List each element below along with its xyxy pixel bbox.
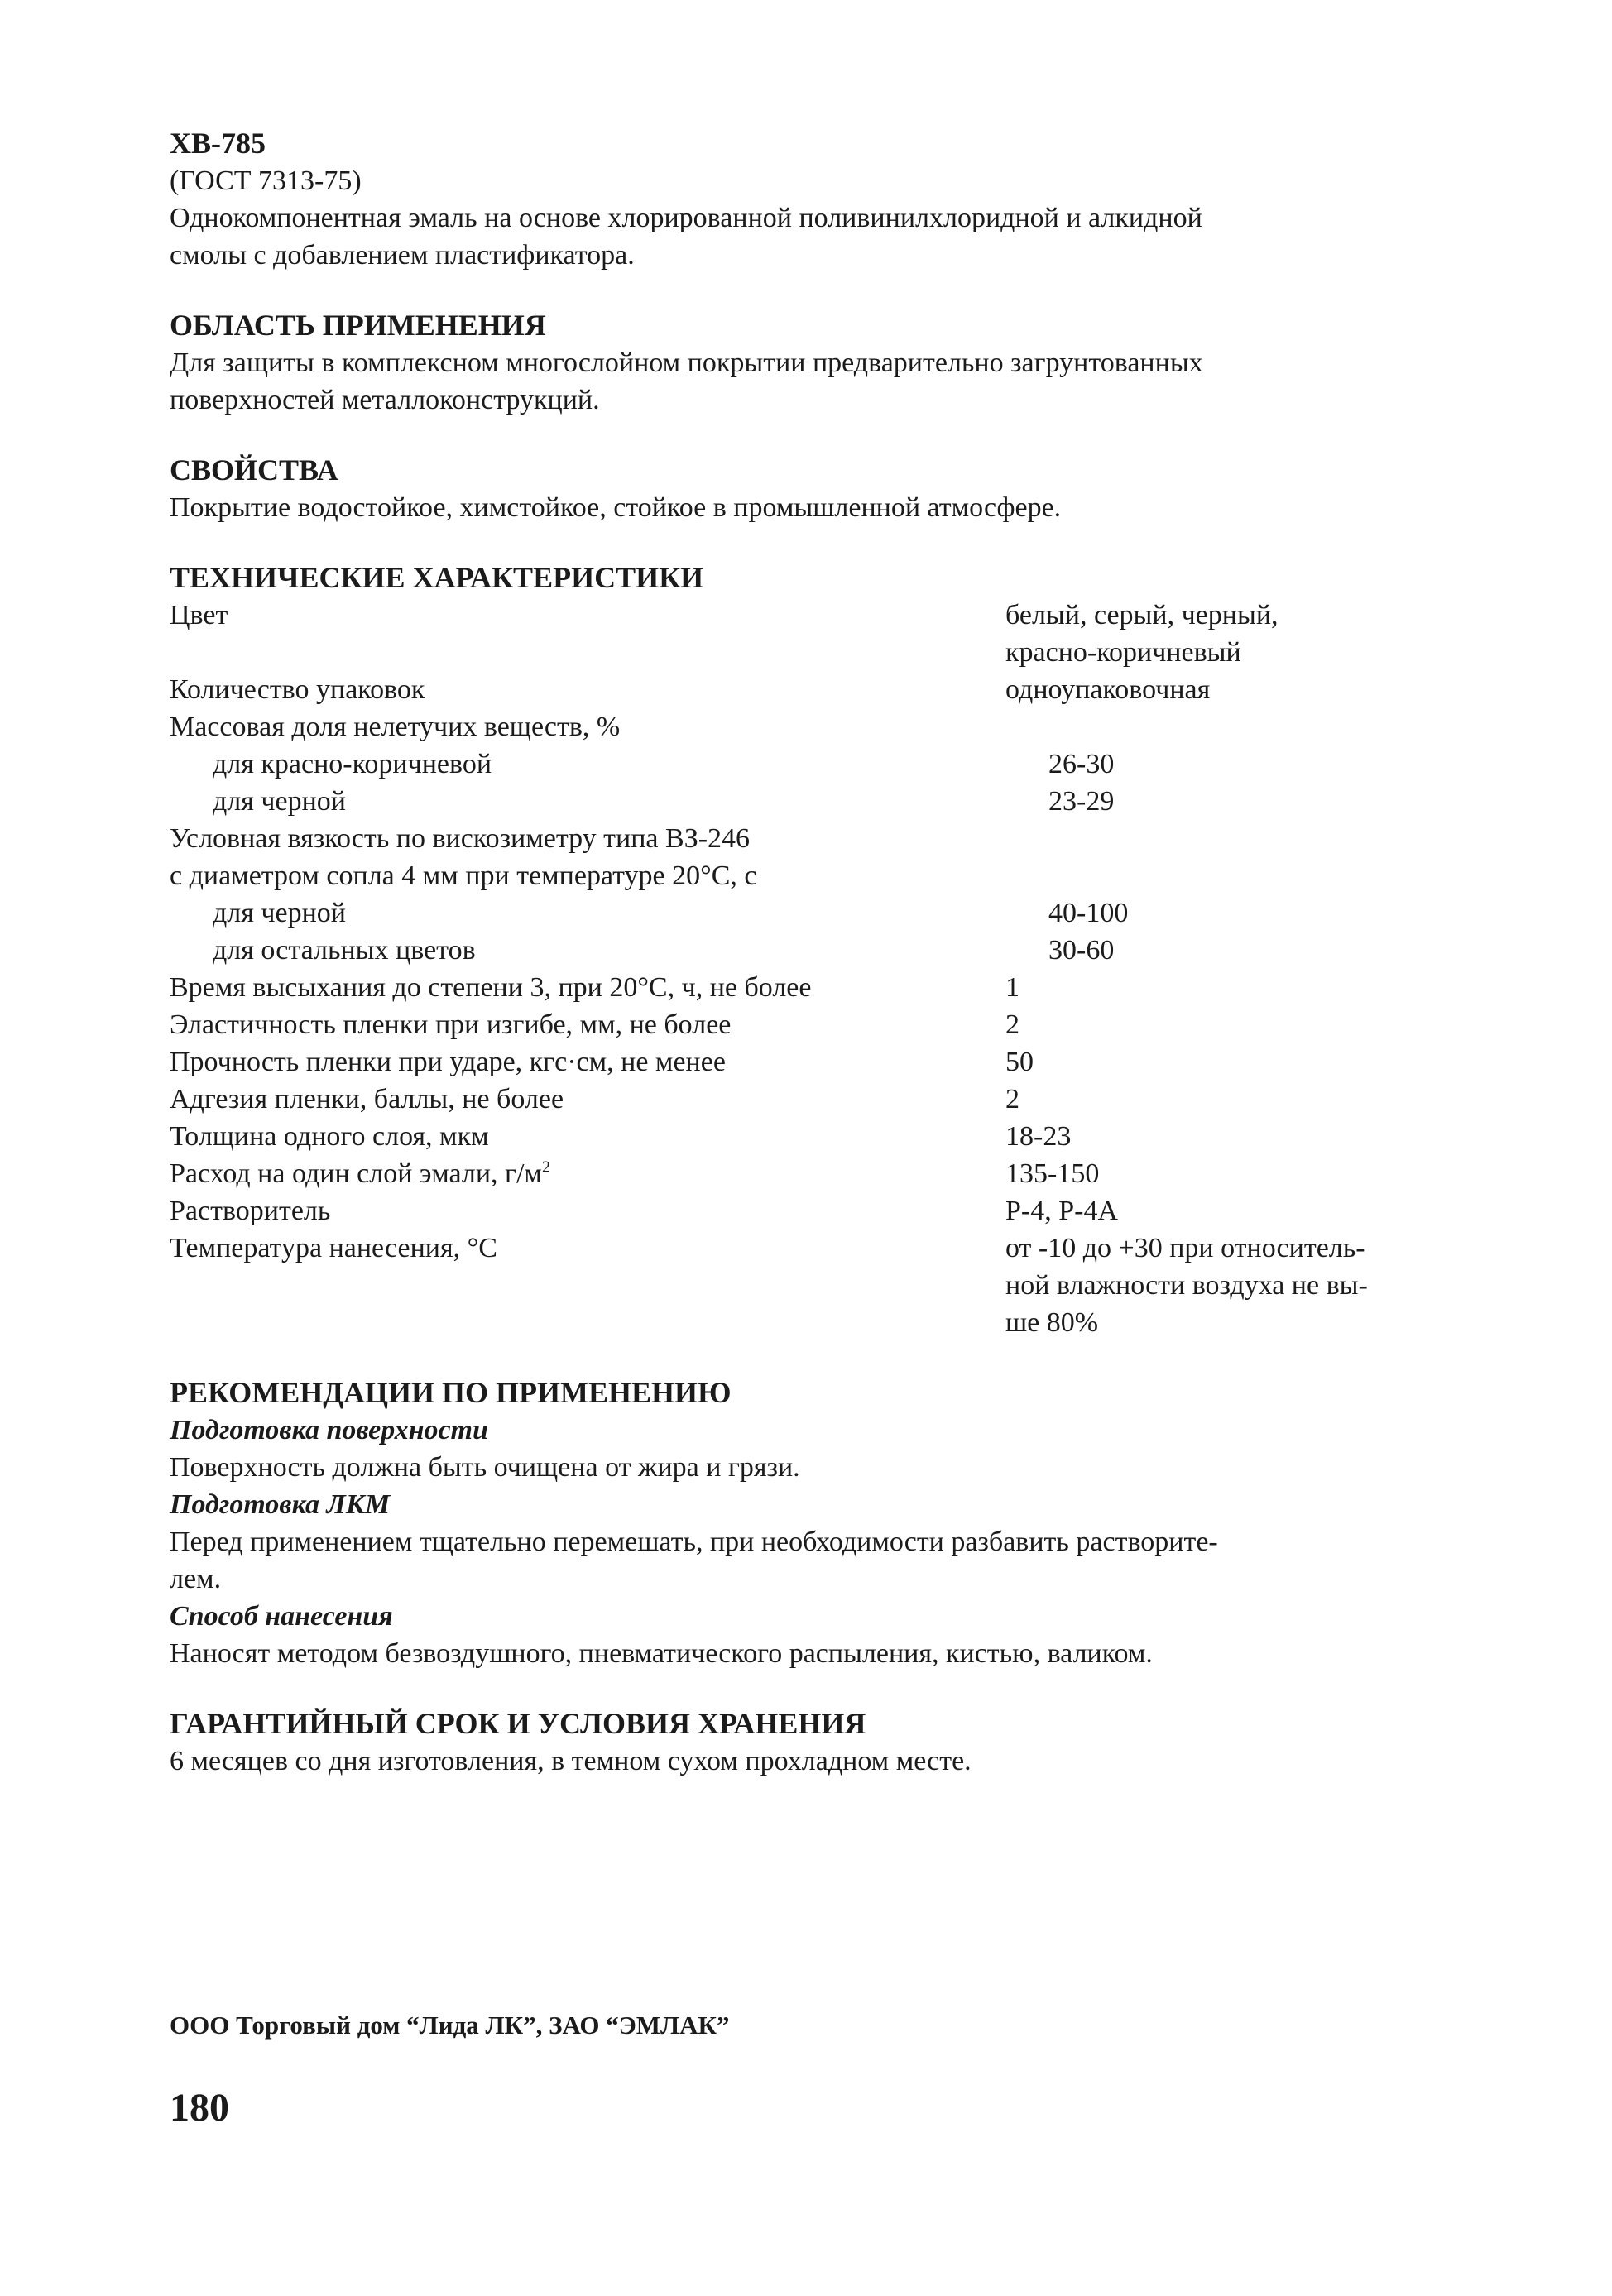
spec-row	[170, 1229, 1456, 1267]
spec-value: 40-100	[1048, 898, 1129, 928]
warranty-heading: ГАРАНТИЙНЫЙ СРОК И УСЛОВИЯ ХРАНЕНИЯ	[170, 1707, 866, 1740]
spec-value: 30-60	[1048, 935, 1115, 966]
spec-row	[170, 1081, 1456, 1118]
application-heading: ОБЛАСТЬ ПРИМЕНЕНИЯ	[170, 309, 546, 342]
spec-name	[170, 1304, 1005, 1341]
spec-row	[170, 820, 1456, 857]
specs-heading: ТЕХНИЧЕСКИЕ ХАРАКТЕРИСТИКИ	[170, 561, 704, 594]
surface-prep-text: Поверхность должна быть очищена от жира и грязи.	[170, 1452, 800, 1483]
specs-table	[170, 597, 1456, 1341]
spec-value: 2	[1005, 1009, 1019, 1040]
warranty-text: 6 месяцев со дня изготовления, в темном сухом прохладном месте.	[170, 1746, 972, 1776]
spec-name: для красно-коричневой	[213, 749, 492, 779]
recommendations-heading: РЕКОМЕНДАЦИИ ПО ПРИМЕНЕНИЮ	[170, 1376, 732, 1409]
spec-name: Температура нанесения, °С	[170, 1233, 497, 1263]
method-title: Способ нанесения	[170, 1601, 393, 1632]
superscript-2: 2	[541, 1158, 550, 1177]
spec-row	[170, 1006, 1456, 1043]
spec-row	[170, 1192, 1456, 1229]
spec-value: 23-29	[1048, 786, 1115, 817]
spec-row	[170, 745, 1456, 783]
spec-name	[170, 1267, 1005, 1304]
spec-row	[170, 1267, 1456, 1304]
spec-name: Эластичность пленки при изгибе, мм, не более	[170, 1009, 732, 1040]
spec-row	[170, 634, 1456, 671]
spec-row	[170, 932, 1456, 969]
spec-row	[170, 894, 1456, 932]
document-body	[170, 124, 1456, 1780]
spec-name: Прочность пленки при ударе, кгс·см, не менее	[170, 1047, 726, 1077]
product-title: ХВ-785	[170, 127, 266, 160]
spec-value: Р-4, Р-4А	[1005, 1196, 1119, 1226]
spec-name: Массовая доля нелетучих веществ, %	[170, 712, 621, 742]
spec-name: Время высыхания до степени 3, при 20°С, ч, не более	[170, 972, 812, 1003]
spec-value: ше 80%	[1005, 1307, 1099, 1338]
description-line-2: смолы с добавлением пластификатора.	[170, 240, 635, 271]
spec-row	[170, 969, 1456, 1006]
spec-name: Растворитель	[170, 1196, 331, 1226]
spec-name: для остальных цветов	[213, 935, 476, 966]
description-line-1: Однокомпонентная эмаль на основе хлорированной поливинилхлоридной и алкидной	[170, 203, 1202, 233]
spec-name: для черной	[213, 786, 346, 817]
spec-value: 18-23	[1005, 1121, 1072, 1152]
spec-value: 26-30	[1048, 749, 1115, 779]
properties-text: Покрытие водостойкое, химстойкое, стойкое в промышленной атмосфере.	[170, 492, 1062, 523]
spec-value	[1005, 857, 1456, 894]
spec-name: Цвет	[170, 600, 228, 630]
standard-reference: (ГОСТ 7313-75)	[170, 165, 362, 196]
spec-value: белый, серый, черный,	[1005, 600, 1279, 630]
spec-value: 50	[1005, 1047, 1034, 1077]
spec-value: 2	[1005, 1084, 1019, 1114]
spec-value: одноупаковочная	[1005, 674, 1211, 705]
method-text: Наносят методом безвоздушного, пневматического распыления, кистью, валиком.	[170, 1638, 1153, 1669]
spec-value	[1005, 820, 1456, 857]
spec-name: Условная вязкость по вискозиметру типа ВЗ-246	[170, 823, 751, 854]
spec-value: ной влажности воздуха не вы-	[1005, 1270, 1368, 1301]
application-line-1: Для защиты в комплексном многослойном покрытии предварительно загрунтованных	[170, 348, 1203, 378]
properties-heading: СВОЙСТВА	[170, 453, 338, 487]
spec-row	[170, 708, 1456, 745]
spec-row	[170, 1118, 1456, 1155]
manufacturer-footer: ООО Торговый дом “Лида ЛК”, ЗАО “ЭМЛАК”	[170, 2011, 730, 2040]
spec-name: Количество упаковок	[170, 674, 425, 705]
spec-row	[170, 857, 1456, 894]
application-line-2: поверхностей металлоконструкций.	[170, 385, 600, 415]
spec-name-cell	[170, 1155, 1005, 1192]
page-number: 180	[170, 2086, 229, 2130]
spec-value: от -10 до +30 при относитель-	[1005, 1233, 1365, 1263]
spec-row	[170, 1304, 1456, 1341]
spec-value: 1	[1005, 972, 1019, 1003]
spec-value	[1005, 708, 1456, 745]
spec-name: для черной	[213, 898, 346, 928]
lkm-prep-line-2: лем.	[170, 1564, 222, 1594]
spec-row	[170, 1155, 1456, 1192]
lkm-prep-line-1: Перед применением тщательно перемешать, при необходимости разбавить растворите-	[170, 1527, 1218, 1557]
spec-row	[170, 597, 1456, 634]
surface-prep-title: Подготовка поверхности	[170, 1415, 488, 1445]
spec-name: с диаметром сопла 4 мм при температуре 20°С, с	[170, 860, 757, 891]
spec-row	[170, 671, 1456, 708]
spec-name	[170, 634, 1005, 671]
spec-row	[170, 1043, 1456, 1081]
spec-value: красно-коричневый	[1005, 637, 1241, 668]
spec-name: Адгезия пленки, баллы, не более	[170, 1084, 564, 1114]
spec-name: Толщина одного слоя, мкм	[170, 1121, 489, 1152]
spec-row	[170, 783, 1456, 820]
spec-name: Расход на один слой эмали, г/м	[170, 1158, 542, 1189]
spec-value: 135-150	[1005, 1158, 1100, 1189]
lkm-prep-title: Подготовка ЛКМ	[170, 1489, 391, 1520]
